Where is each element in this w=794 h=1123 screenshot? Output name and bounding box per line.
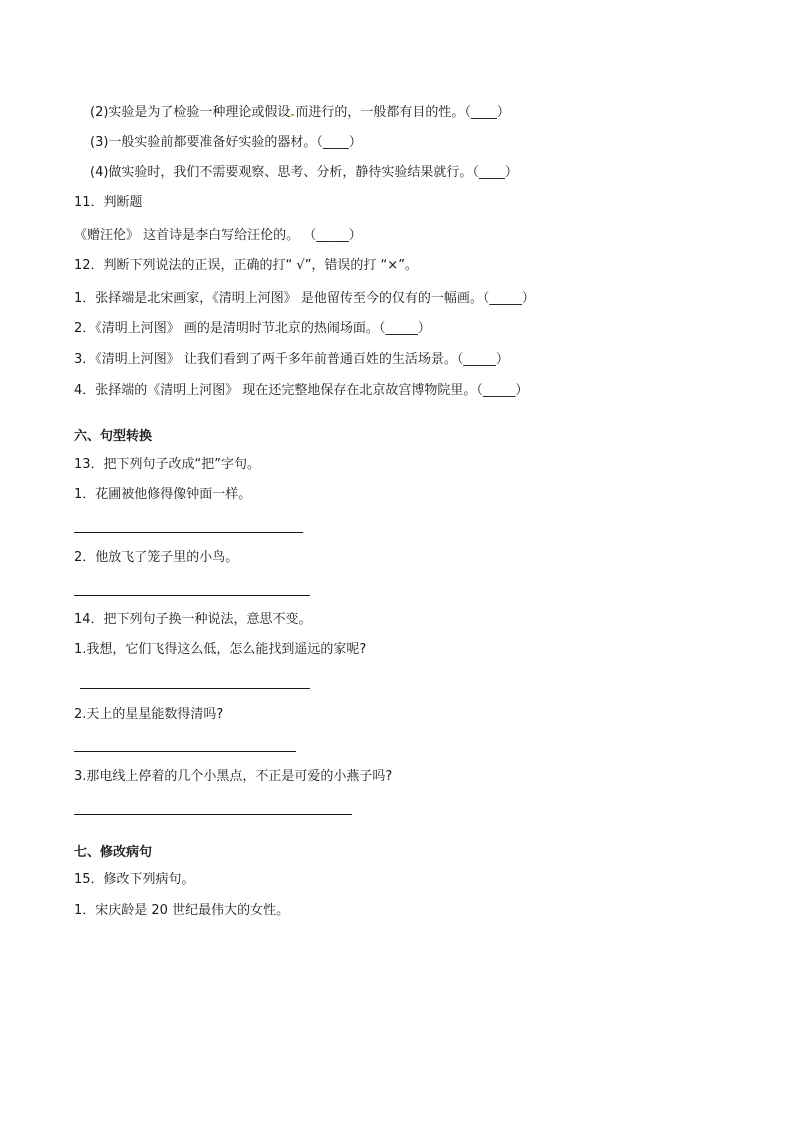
answer-line-14-2[interactable] bbox=[74, 751, 296, 752]
section-6-heading: 六、句型转换 bbox=[74, 429, 153, 444]
question-12-item-1: 1．张择端是北宋画家，《清明上河图》 是他留传至今的仅有的一幅画。（_____） bbox=[74, 291, 535, 306]
answer-line-14-3[interactable] bbox=[74, 814, 352, 815]
question-12-item-4: 4．张择端的《清明上河图》 现在还完整地保存在北京故宫博物院里。（_____） bbox=[74, 383, 529, 398]
question-15-title: 15．修改下列病句。 bbox=[74, 872, 195, 887]
answer-line-13-2[interactable] bbox=[74, 595, 310, 596]
question-2-text-b: 而进行的，一般都有目的性。（____） bbox=[295, 105, 510, 120]
question-11-item: 《赠汪伦》 这首诗是李白写给汪伦的。 （_____） bbox=[74, 228, 362, 243]
edit-mark-icon bbox=[291, 114, 294, 116]
question-13-item-1: 1．花圃被他修得像钟面一样。 bbox=[74, 487, 252, 502]
question-13-item-2: 2．他放飞了笼子里的小鸟。 bbox=[74, 550, 239, 565]
section-7-heading: 七、修改病句 bbox=[74, 845, 153, 860]
question-4-line: (4)做实验时，我们不需要观察、思考、分析，静待实验结果就行。（____） bbox=[90, 165, 518, 180]
question-12-item-3: 3．《清明上河图》 让我们看到了两千多年前普通百姓的生活场景。（_____） bbox=[74, 352, 509, 367]
question-14-item-3: 3.那电线上停着的几个小黑点，不正是可爱的小燕子吗? bbox=[74, 769, 393, 784]
question-14-item-1: 1.我想，它们飞得这么低，怎么能找到遥远的家呢? bbox=[74, 642, 367, 657]
question-14-title: 14．把下列句子换一种说法，意思不变。 bbox=[74, 612, 312, 627]
question-2-line bbox=[90, 104, 510, 122]
question-2-text-a: (2)实验是为了检验一种理论或假设 bbox=[90, 105, 291, 120]
question-11-title: 11．判断题 bbox=[74, 195, 143, 210]
question-12-item-2: 2．《清明上河图》 画的是清明时节北京的热闹场面。（_____） bbox=[74, 321, 431, 336]
answer-line-13-1[interactable] bbox=[74, 532, 303, 533]
question-13-title: 13．把下列句子改成“把”字句。 bbox=[74, 457, 261, 472]
question-14-item-2: 2.天上的星星能数得清吗? bbox=[74, 707, 224, 722]
question-12-title: 12．判断下列说法的正误，正确的打“ √”，错误的打 “×”。 bbox=[74, 258, 418, 273]
answer-line-14-1[interactable] bbox=[80, 688, 310, 689]
question-3-line: (3)一般实验前都要准备好实验的器材。（____） bbox=[90, 135, 362, 150]
question-15-item-1: 1．宋庆龄是 20 世纪最伟大的女性。 bbox=[74, 903, 290, 918]
